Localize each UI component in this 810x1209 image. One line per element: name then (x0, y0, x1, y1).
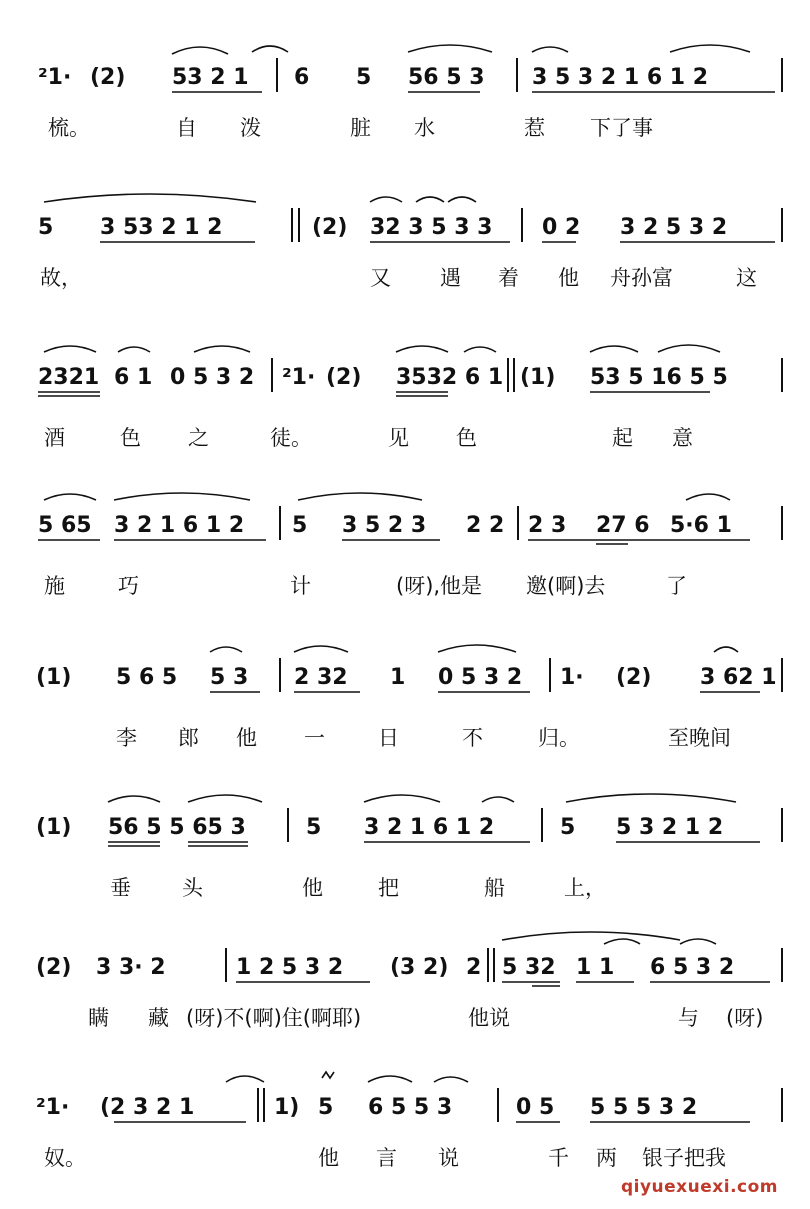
lyric-char: 日 (378, 726, 399, 750)
lyric-char: 酒 (44, 426, 65, 450)
lyric-char: 把 (378, 876, 399, 900)
note-group: (2) (312, 215, 348, 240)
lyric-char: 色 (120, 426, 141, 450)
lyric-char: 船 (484, 876, 505, 900)
lyric-char: 梳。 (48, 116, 90, 140)
notation-line (30, 790, 790, 850)
lyric-char: 头 (182, 876, 203, 900)
note-group: 1) (274, 1095, 300, 1120)
note-group: 0 5 (516, 1095, 555, 1120)
lyric-char: 脏 (350, 116, 371, 140)
underlines (38, 392, 710, 396)
lyric-char: 奴。 (44, 1146, 86, 1170)
underlines (38, 540, 750, 544)
lyric-char: 他 (558, 266, 579, 290)
note-group: 0 2 (542, 215, 581, 240)
note-group: 3 5 3 2 1 6 1 2 (532, 65, 709, 90)
lyric-char: 两 (596, 1146, 617, 1170)
slurs (210, 645, 738, 652)
note-group: 56 5 3 (408, 65, 485, 90)
lyric-char: 泼 (240, 116, 261, 140)
lyric-char: 这 (736, 266, 757, 290)
note-group: 2 32 (294, 665, 348, 690)
note-group: (2) (36, 955, 72, 980)
note-group: 0 5 3 2 (170, 365, 255, 390)
note-group: (3 2) (390, 955, 449, 980)
lyric-char: 故， (40, 266, 82, 290)
note-group: (1) (36, 815, 72, 840)
note-group: 3 2 5 3 2 (620, 215, 728, 240)
lyric-char: 施 (44, 574, 65, 598)
note-group: (2) (90, 65, 126, 90)
lyric-char: 计 (290, 574, 311, 598)
lyric-char: 自 (176, 116, 197, 140)
slurs (44, 345, 720, 352)
lyric-char: 舟孙富 (610, 266, 673, 290)
lyric-char: 银子把我 (642, 1146, 726, 1170)
lyric-char: 色 (456, 426, 477, 450)
note-group: 6 5 5 3 (368, 1095, 453, 1120)
note-group: 27 6 (596, 513, 650, 538)
note-group: 2 3 (528, 513, 567, 538)
lyric-char: 上， (564, 876, 606, 900)
note-group: 6 5 3 2 (650, 955, 735, 980)
note-group: 3 62 1 (700, 665, 777, 690)
note-group: 0 5 3 2 (438, 665, 523, 690)
lyric-char: 与 (678, 1006, 699, 1030)
lyric-char: (呀)不(啊)住(啊耶) (186, 1006, 362, 1030)
lyric-line (30, 570, 790, 604)
slurs (108, 794, 736, 802)
slurs (172, 45, 750, 54)
note-group: 1 1 (576, 955, 615, 980)
note-group: 5 3 2 1 2 (616, 815, 724, 840)
note-group: 6 (294, 65, 310, 90)
note-group: 5 3 (210, 665, 249, 690)
note-group: ²1· (282, 365, 316, 390)
note-group: 3 2 1 6 1 2 (114, 513, 245, 538)
site-watermark: qiyuexuexi.com (620, 1177, 778, 1197)
notation-line (30, 930, 790, 990)
note-group: 5 32 (502, 955, 556, 980)
note-group: 53 5 16 5 5 (590, 365, 728, 390)
notation-line (30, 1070, 790, 1130)
lyric-char: 不 (462, 726, 483, 750)
note-group: (1) (520, 365, 556, 390)
note-group: 53 2 1 (172, 65, 249, 90)
lyric-line (30, 1002, 790, 1036)
notation-line (30, 340, 790, 400)
note-group: 3 3· 2 (96, 955, 166, 980)
lyric-char: 又 (370, 266, 391, 290)
slurs (502, 932, 716, 944)
lyric-char: 他 (318, 1146, 339, 1170)
note-group: 1 2 5 3 2 (236, 955, 344, 980)
note-group: 5 (356, 65, 372, 90)
lyric-line (30, 872, 790, 906)
lyric-char: 至晚间 (668, 726, 731, 750)
lyric-char: 水 (414, 116, 435, 140)
note-group: 5 65 (38, 513, 92, 538)
notation-line (30, 640, 790, 700)
note-group: (2 3 2 1 (100, 1095, 195, 1120)
note-group: 56 5 5 65 3 (108, 815, 246, 840)
note-group: 5 5 5 3 2 (590, 1095, 698, 1120)
lyric-line (30, 262, 790, 296)
note-group: 1 (390, 665, 406, 690)
slurs (226, 1072, 468, 1082)
lyric-char: 徒。 (270, 426, 312, 450)
notation-line (30, 40, 790, 100)
underlines (108, 842, 760, 846)
lyric-char: 惹 (524, 116, 545, 140)
note-group: (2) (616, 665, 652, 690)
note-group: 5·6 1 (670, 513, 732, 538)
note-group: ²1· (38, 65, 72, 90)
note-group: 1· (560, 665, 584, 690)
note-group: 6 1 (114, 365, 153, 390)
slurs (44, 493, 730, 500)
note-group: 5 (560, 815, 576, 840)
lyric-char: 了 (666, 574, 687, 598)
note-group: 2321 (38, 365, 100, 390)
notation-line (30, 488, 790, 548)
note-group: ²1· (36, 1095, 70, 1120)
note-group: 2 2 (466, 513, 505, 538)
note-group: (2) (326, 365, 362, 390)
lyric-char: 之 (188, 426, 209, 450)
lyric-char: 千 (548, 1146, 569, 1170)
lyric-char: 垂 (110, 876, 131, 900)
lyric-char: 瞒 (88, 1006, 109, 1030)
note-group: 3 5 2 3 (342, 513, 427, 538)
lyric-line (30, 722, 790, 756)
notation-line (30, 190, 790, 250)
lyric-line (30, 422, 790, 456)
underlines (236, 982, 770, 986)
lyric-char: 巧 (118, 574, 139, 598)
note-group: 5 (318, 1095, 334, 1120)
lyric-char: 他说 (468, 1006, 510, 1030)
note-group: 3 53 2 1 2 (100, 215, 223, 240)
note-group: 3 2 1 6 1 2 (364, 815, 495, 840)
lyric-char: 遇 (440, 266, 461, 290)
note-group: 32 3 5 3 3 (370, 215, 493, 240)
note-group: 5 (292, 513, 308, 538)
lyric-char: 见 (388, 426, 409, 450)
lyric-char: 李 (116, 726, 137, 750)
lyric-char: 他 (236, 726, 257, 750)
lyric-char: 下了事 (590, 116, 653, 140)
lyric-char: 藏 (148, 1006, 169, 1030)
lyric-char: 归。 (538, 726, 580, 750)
lyric-char: 郎 (178, 726, 199, 750)
lyric-char: (呀) (726, 1006, 764, 1030)
lyric-char: 意 (672, 426, 693, 450)
lyric-char: 一 (304, 726, 325, 750)
lyric-line (30, 1142, 790, 1176)
slurs (44, 194, 476, 202)
note-group: 3532 6 1 (396, 365, 504, 390)
lyric-char: 说 (438, 1146, 459, 1170)
note-group: 5 (38, 215, 54, 240)
lyric-char: 着 (498, 266, 519, 290)
lyric-char: 他 (302, 876, 323, 900)
lyric-char: (呀),他是 (396, 574, 483, 598)
lyric-line (30, 112, 790, 146)
note-group: 5 6 5 (116, 665, 178, 690)
lyric-char: 言 (376, 1146, 397, 1170)
note-group: 2 (466, 955, 482, 980)
lyric-char: 邀(啊)去 (526, 574, 606, 598)
note-group: 5 (306, 815, 322, 840)
lyric-char: 起 (612, 426, 633, 450)
note-group: (1) (36, 665, 72, 690)
